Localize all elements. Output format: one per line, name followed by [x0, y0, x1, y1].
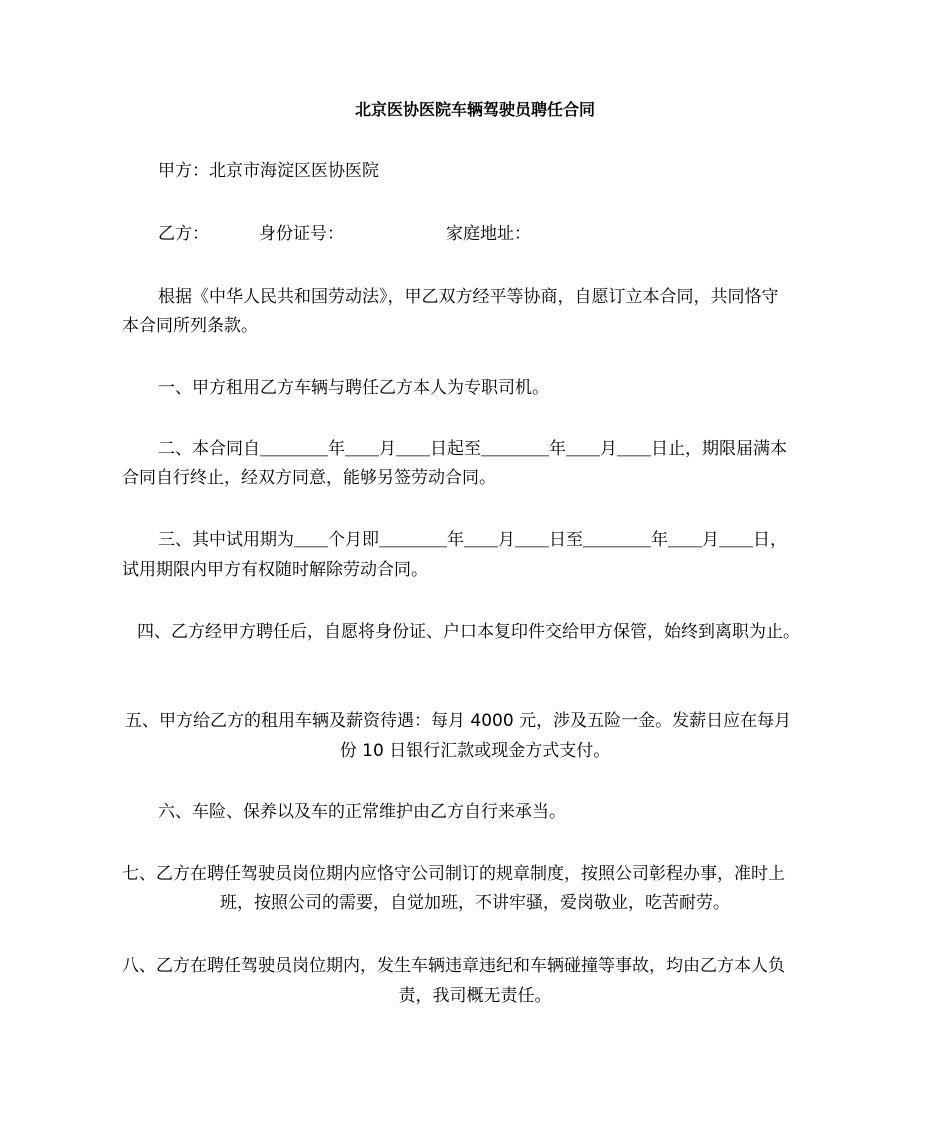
- clause-8-line-2: 责，我司概无责任。: [398, 986, 552, 1006]
- clause-5-line-2: 份 10 日银行汇款或现金方式支付。: [339, 741, 611, 761]
- preamble-line-1: 根据《中华人民共和国劳动法》，甲乙双方经平等协商，自愿订立本合同，共同恪守: [158, 287, 779, 307]
- clause-3-line-2: 试用期限内甲方有权随时解除劳动合同。: [122, 560, 428, 580]
- clause-5-line-1: 五、甲方给乙方的租用车辆及薪资待遇：每月 4000 元，涉及五险一金。发薪日应在每月: [125, 711, 792, 731]
- clause-2-line-2: 合同自行终止，经双方同意，能够另签劳动合同。: [122, 468, 496, 488]
- clause-6: 六、车险、保养以及车的正常维护由乙方自行来承当。: [158, 802, 566, 822]
- clause-1: 一、甲方租用乙方车辆与聘任乙方本人为专职司机。: [158, 378, 549, 398]
- party-b-label: 乙方：: [158, 224, 209, 244]
- clause-3-line-1: 三、其中试用期为＿＿个月即＿＿＿＿年＿＿月＿＿日至＿＿＿＿年＿＿月＿＿日，: [158, 530, 787, 550]
- clause-7-line-2: 班，按照公司的需要，自觉加班，不讲牢骚，爱岗敬业，吃苦耐劳。: [220, 893, 730, 913]
- party-b-id-label: 身份证号：: [259, 224, 344, 244]
- party-a: 甲方：北京市海淀区医协医院: [158, 161, 379, 181]
- clause-8-line-1: 八、乙方在聘任驾驶员岗位期内，发生车辆违章违纪和车辆碰撞等事故，均由乙方本人负: [122, 956, 785, 976]
- preamble-line-2: 本合同所列条款。: [122, 316, 258, 336]
- party-b-address-label: 家庭地址：: [446, 224, 531, 244]
- clause-2-line-1: 二、本合同自＿＿＿＿年＿＿月＿＿日起至＿＿＿＿年＿＿月＿＿日止，期限届满本: [158, 439, 787, 459]
- clause-7-line-1: 七、乙方在聘任驾驶员岗位期内应恪守公司制订的规章制度，按照公司彰程办事，准时上: [122, 864, 785, 884]
- document-title: 北京医协医院车辆驾驶员聘任合同: [354, 100, 595, 119]
- clause-4: 四、乙方经甲方聘任后，自愿将身份证、户口本复印件交给甲方保管，始终到离职为止。: [137, 622, 800, 642]
